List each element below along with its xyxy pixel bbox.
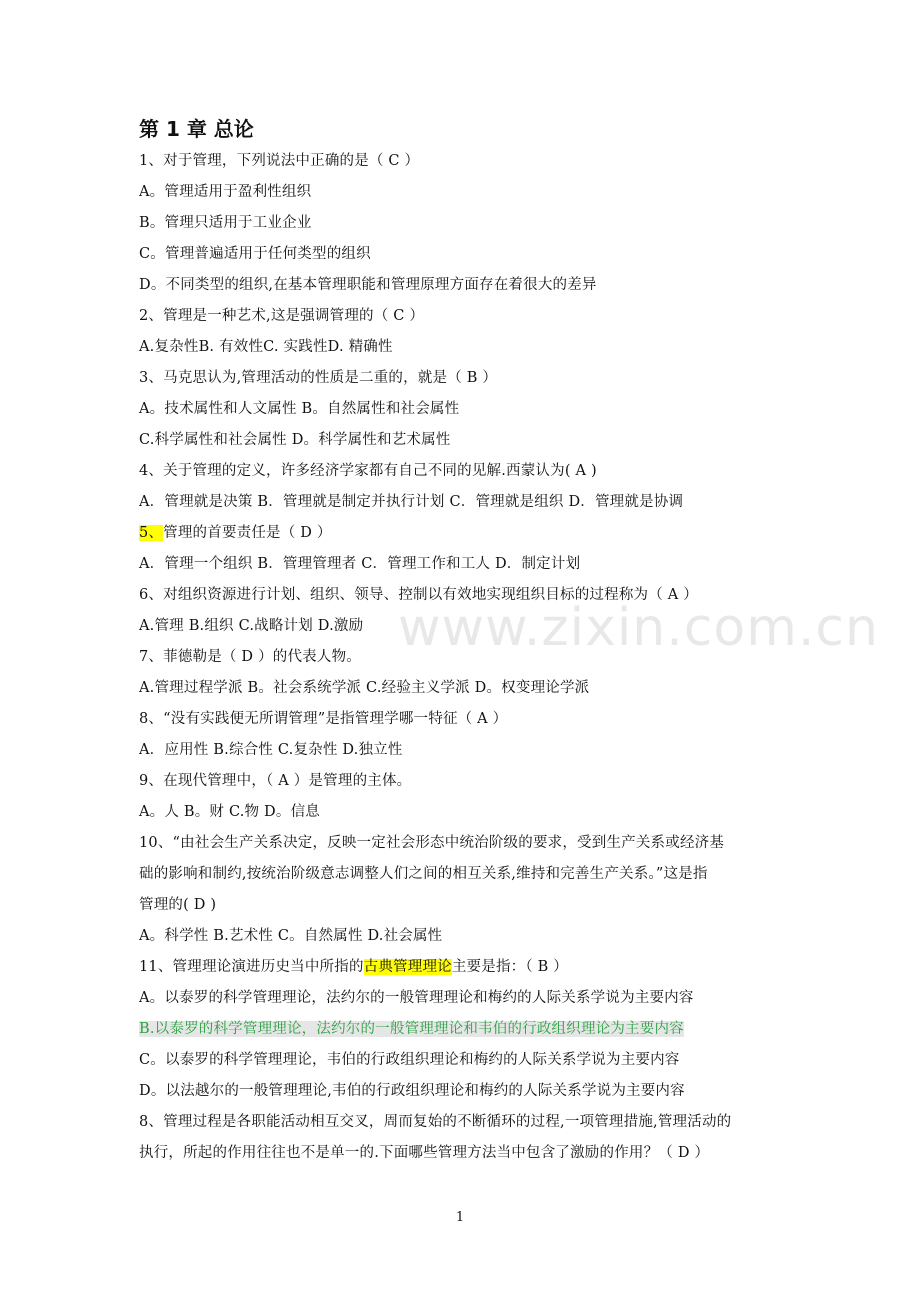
option-line: A。以泰罗的科学管理理论，法约尔的一般管理理论和梅约的人际关系学说为主要内容 [139,990,694,1006]
option-line: C.科学属性和社会属性 D。科学属性和艺术属性 [139,432,451,448]
question-11 [139,957,568,977]
question-10-continued: 管理的( D ) [139,897,217,913]
option-line: A.管理过程学派 B。社会系统学派 C.经验主义学派 D。权变理论学派 [139,680,590,696]
option-line: A．管理一个组织 B．管理管理者 C．管理工作和工人 D．制定计划 [139,556,581,572]
question-text: 11、管理理论演进历史当中所指的 [139,959,364,975]
question-3: 3、马克思认为,管理活动的性质是二重的，就是（ B ） [139,370,498,386]
question-8b-continued: 执行，所起的作用往往也不是单一的.下面哪些管理方法当中包含了激励的作用？（ D ） [139,1145,710,1161]
option-line: B。管理只适用于工业企业 [139,215,312,231]
question-10-continued: 础的影响和制约,按统治阶级意志调整人们之间的相互关系,维持和完善生产关系。”这是指 [139,866,708,882]
question-4: 4、关于管理的定义，许多经济学家都有自己不同的见解.西蒙认为( A ) [139,463,597,479]
option-line: C。以泰罗的科学管理理论，韦伯的行政组织理论和梅约的人际关系学说为主要内容 [139,1052,680,1068]
question-6: 6、对组织资源进行计划、组织、领导、控制以有效地实现组织目标的过程称为（ A ） [139,587,698,603]
question-8: 8、“没有实践便无所谓管理”是指管理学哪一特征（ A ） [139,711,508,727]
question-text: 管理的首要责任是（ D ） [163,525,332,541]
question-7: 7、菲德勒是（ D ）的代表人物。 [139,649,361,665]
question-1: 1、对于管理，下列说法中正确的是（ C ） [139,153,420,169]
option-line: A.复杂性B. 有效性C. 实践性D. 精确性 [139,339,393,355]
watermark: www.zixin.com.cn [398,598,879,658]
question-5 [139,523,332,543]
option-line: D。不同类型的组织,在基本管理职能和管理原理方面存在着很大的差异 [139,277,597,293]
option-line: C。管理普遍适用于任何类型的组织 [139,246,371,262]
option-line: A。技术属性和人文属性 B。自然属性和社会属性 [139,401,460,417]
highlighted-term: 古典管理理论 [363,959,452,975]
question-2: 2、管理是一种艺术,这是强调管理的（ C ） [139,308,425,324]
option-line: A．管理就是决策 B．管理就是制定并执行计划 C．管理就是组织 D．管理就是协调 [139,494,684,510]
option-line: D。以法越尔的一般管理理论,韦伯的行政组织理论和梅约的人际关系学说为主要内容 [139,1083,685,1099]
option-line: A．应用性 B.综合性 C.复杂性 D.独立性 [139,742,403,758]
option-line: A。管理适用于盈利性组织 [139,184,312,200]
option-line: A。人 B。财 C.物 D。信息 [139,804,320,820]
page-number: 1 [455,1210,465,1225]
chapter-heading: 第 1 章 总论 [139,117,254,141]
answer-option-line [139,1019,684,1039]
highlighted-question-number: 5、 [139,525,164,541]
highlighted-answer: B.以泰罗的科学管理理论，法约尔的一般管理理论和韦伯的行政组织理论为主要内容 [139,1021,684,1037]
option-line: A.管理 B.组织 C.战略计划 D.激励 [139,618,364,634]
question-text: 主要是指：（ B ） [451,959,568,975]
question-9: 9、在现代管理中，（ A ）是管理的主体。 [139,773,412,789]
question-10: 10、“由社会生产关系决定，反映一定社会形态中统治阶级的要求，受到生产关系或经济基 [139,835,725,851]
question-8b: 8、管理过程是各职能活动相互交叉，周而复始的不断循环的过程,一项管理措施,管理活动的 [139,1114,732,1130]
option-line: A。科学性 B.艺术性 C。自然属性 D.社会属性 [139,928,443,944]
